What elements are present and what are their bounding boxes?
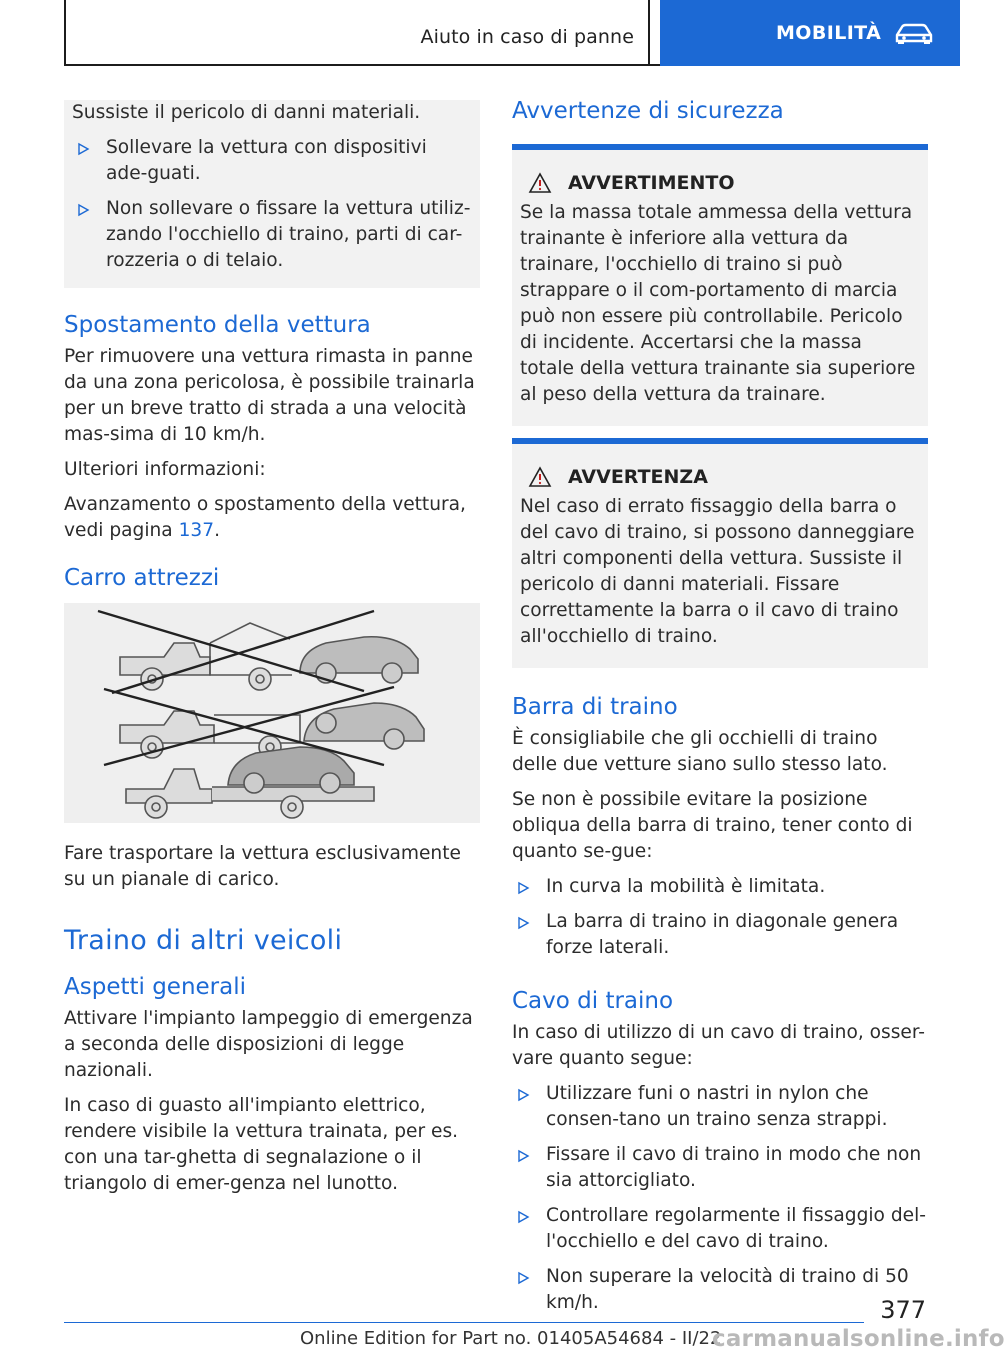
caution-box xyxy=(64,100,480,288)
list-item xyxy=(512,1264,928,1316)
header-left-rule xyxy=(64,0,66,66)
paragraph: Ulteriori informazioni: xyxy=(64,459,266,480)
tow-truck-illustration xyxy=(64,603,480,823)
bullet-triangle-icon xyxy=(78,204,89,216)
chapter-tab[interactable] xyxy=(660,0,960,66)
warning-triangle-icon xyxy=(528,172,552,194)
bullet-triangle-icon xyxy=(518,882,529,894)
paragraph: Attivare l'impianto lampeggio di emergenza a seconda delle disposizioni di legge nazionali. xyxy=(64,1008,473,1081)
header-divider xyxy=(648,0,650,66)
bullet-triangle-icon xyxy=(518,1211,529,1223)
warning-text: Se la massa totale ammessa della vettura trainante è inferiore alla vettura da trainare, l'occhiello di traino si può strappare o il com-portamento di marcia può non essere più controllabile. Pericolo di incidente. Accertarsi che la massa totale della vettura trainante sia superiore al peso della vettura da trainare. xyxy=(520,202,916,405)
warning-title xyxy=(520,172,920,194)
list-item-text: Sollevare la vettura con dispositivi ade-guati. xyxy=(106,137,427,184)
list-item xyxy=(72,196,472,274)
bullet-triangle-icon xyxy=(518,1150,529,1162)
warning-label: AVVERTIMENTO xyxy=(568,172,735,194)
heading-cavo: Cavo di traino xyxy=(512,988,674,1014)
chapter-label: MOBILITÀ xyxy=(776,22,882,44)
list-item xyxy=(512,909,928,961)
list-item-text: Non superare la velocità di traino di 50 km/h. xyxy=(546,1266,909,1313)
car-icon xyxy=(893,21,935,45)
caution-list xyxy=(72,135,472,274)
barra-list xyxy=(512,874,928,961)
heading-carro: Carro attrezzi xyxy=(64,565,220,591)
heading-barra: Barra di traino xyxy=(512,694,678,720)
paragraph: Per rimuovere una vettura rimasta in panne da una zona pericolosa, è possibile trainarla per un breve tratto di strada a una velocità mas-sima di 10 km/h. xyxy=(64,346,475,445)
list-item xyxy=(512,1081,928,1133)
notice-text: Nel caso di errato fissaggio della barra o del cavo di traino, si possono danneggiare altri componenti della vettura. Sussiste il pericolo di danni materiali. Fissare correttamente la barra o il cavo di traino all'occhiello di traino. xyxy=(520,496,915,647)
list-item xyxy=(512,874,928,900)
paragraph: È consigliabile che gli occhielli di traino delle due vetture siano sullo stesso lato. xyxy=(512,728,888,775)
paragraph xyxy=(64,492,480,544)
paragraph: Se non è possibile evitare la posizione obliqua della barra di traino, tener conto di quanto se-gue: xyxy=(512,789,913,862)
paragraph-text: Avanzamento o spostamento della vettura, vedi pagina xyxy=(64,494,466,541)
bullet-triangle-icon xyxy=(78,143,89,155)
list-item xyxy=(512,1203,928,1255)
heading-aspetti: Aspetti generali xyxy=(64,974,247,1000)
list-item-text: Non sollevare o fissare la vettura utiliz-zando l'occhiello di traino, parti di car-rozzeria o di telaio. xyxy=(106,198,471,271)
page-number: 377 xyxy=(880,1296,926,1324)
section-title: Aiuto in caso di panne xyxy=(420,26,634,48)
page-link[interactable]: 137 xyxy=(178,520,215,541)
bullet-triangle-icon xyxy=(518,917,529,929)
right-column xyxy=(512,96,928,1325)
paragraph: In caso di utilizzo di un cavo di traino, osser-vare quanto segue: xyxy=(512,1022,926,1069)
notice-box xyxy=(512,438,928,668)
caution-intro: Sussiste il pericolo di danni materiali. xyxy=(72,102,421,123)
left-column xyxy=(64,100,480,1206)
heading-traino: Traino di altri veicoli xyxy=(64,925,343,956)
paragraph: In caso di guasto all'impianto elettrico, rendere visibile la vettura trainata, per es. con una tar-ghetta di segnalazione o il triangolo di emer-genza nel lunotto. xyxy=(64,1095,459,1194)
site-watermark: carmanualsonline.info xyxy=(712,1326,1005,1352)
list-item xyxy=(512,1142,928,1194)
notice-label: AVVERTENZA xyxy=(568,466,708,488)
warning-triangle-icon xyxy=(528,466,552,488)
list-item-text: Utilizzare funi o nastri in nylon che consen-tano un traino senza strappi. xyxy=(546,1083,888,1130)
cavo-list xyxy=(512,1081,928,1316)
heading-spostamento: Spostamento della vettura xyxy=(64,312,371,338)
list-item xyxy=(72,135,472,187)
warning-box xyxy=(512,144,928,426)
list-item-text: Controllare regolarmente il fissaggio del-l'occhiello e del cavo di traino. xyxy=(546,1205,926,1252)
figure-caption: Fare trasportare la vettura esclusivamente su un pianale di carico. xyxy=(64,843,461,890)
footer-rule xyxy=(64,1322,864,1323)
list-item-text: La barra di traino in diagonale genera forze laterali. xyxy=(546,911,899,958)
paragraph-text: . xyxy=(214,520,220,541)
list-item-text: In curva la mobilità è limitata. xyxy=(546,876,826,897)
notice-title xyxy=(520,466,920,488)
bullet-triangle-icon xyxy=(518,1272,529,1284)
list-item-text: Fissare il cavo di traino in modo che non sia attorcigliato. xyxy=(546,1144,922,1191)
edition-text: Online Edition for Part no. 01405A54684 - II/22 xyxy=(300,1328,722,1349)
bullet-triangle-icon xyxy=(518,1089,529,1101)
heading-avvertenze: Avvertenze di sicurezza xyxy=(512,98,784,124)
